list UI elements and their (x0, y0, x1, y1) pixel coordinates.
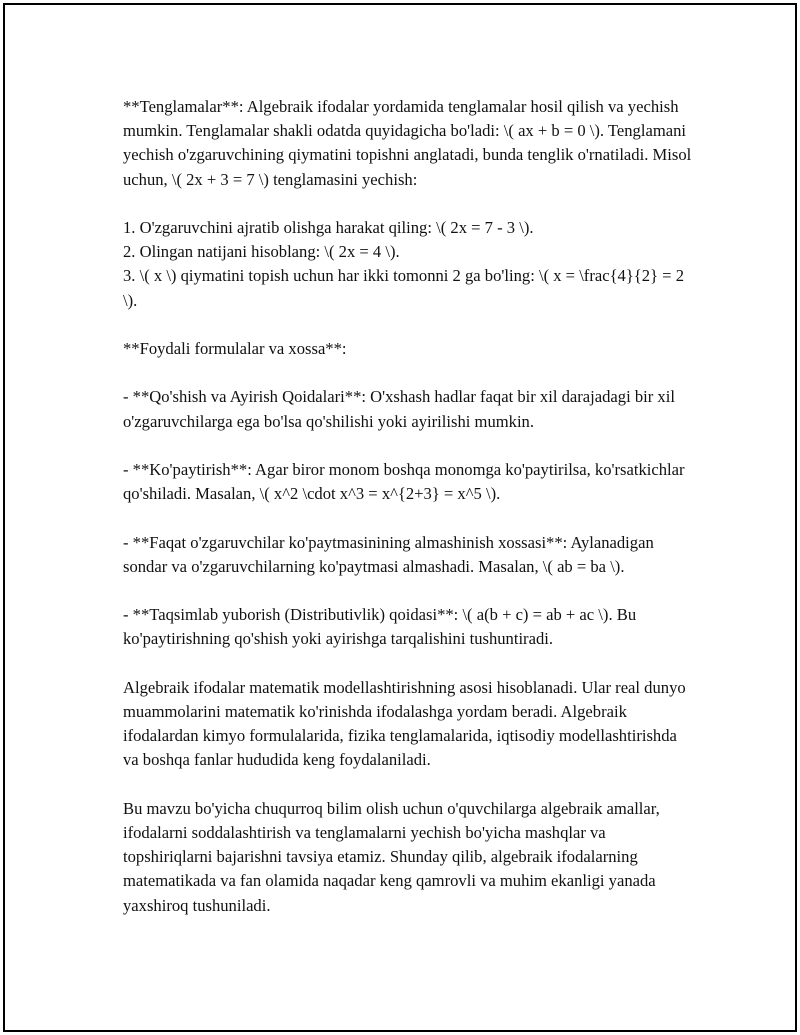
bullet-commutative-property: - **Faqat o'zgaruvchilar ko'paytmasinining almashinish xossasi**: Aylanadigan sondar va o'zgaruvchilarning ko'paytmasi almashadi. Masalan, \( ab = ba \). (123, 532, 658, 576)
modeling-paragraph: Algebraik ifodalar matematik modellashtirishning asosi hisoblanadi. Ular real dunyo muammolarini matematik ko'rinishda ifodalashga yordam beradi. Algebraik ifodalardan kimyo formulalarida, fizika tenglamalarida, iqtisodiy modellashtirishda va boshqa fanlar hududida keng foydalaniladi. (123, 677, 690, 770)
bullet-addition-rules: - **Qo'shish va Ayirish Qoidalari**: O'xshash hadlar faqat bir xil darajadagi bir xil o'zgaruvchilarga ega bo'lsa qo'shilishi yoki ayirilishi mumkin. (123, 387, 680, 431)
solution-step-3: 3. \( x \) qiymatini topish uchun har ikki tomonni 2 ga bo'ling: \( x = \frac{4}{2} = 2 \). (123, 266, 689, 310)
bullet-distributive-rule: - **Taqsimlab yuborish (Distributivlik) qoidasi**: \( a(b + c) = ab + ac \). Bu ko'paytirishning qo'shish yoki ayirishga tarqalishini tushuntiradi. (123, 605, 641, 649)
page-border (3, 3, 797, 1032)
bullet-multiplication: - **Ko'paytirish**: Agar biror monom boshqa monomga ko'paytirilsa, ko'rsatkichlar qo'shiladi. Masalan, \( x^2 \cdot x^3 = x^{2+3} = x^5 \). (123, 459, 689, 504)
conclusion-paragraph: Bu mavzu bo'yicha chuqurroq bilim olish uchun o'quvchilarga algebraik amallar, ifodalarni soddalashtirish va tenglamalarni yechish bo'yicha mashqlar va topshiriqlarni bajarishni tavsiya etamiz. Shunday qilib, algebraik ifodalarning matematikada va fan olamida naqadar keng qamrovli va muhim ekanligi yanada yaxshiroq tushuniladi. (123, 798, 664, 915)
solution-step-2: 2. Olingan natijani hisoblang: \( 2x = 4 \). (123, 242, 400, 262)
solution-step-1: 1. O'zgaruvchini ajratib olishga harakat qiling: \( 2x = 7 - 3 \). (123, 218, 534, 237)
document-body (123, 95, 696, 942)
formulas-heading: **Foydali formulalar va xossa**: (123, 339, 347, 358)
equations-paragraph: **Tenglamalar**: Algebraik ifodalar yordamida tenglamalar hosil qilish va yechish mumkin. Tenglamalar shakli odatda quyidagicha bo'ladi: \( ax + b = 0 \). Tenglamani yechish o'zgaruvchining qiymatini topishni anglatadi, bunda tenglik o'rnatiladi. Misol uchun, \( 2x + 3 = 7 \) tenglamasini yechish: (123, 97, 696, 189)
